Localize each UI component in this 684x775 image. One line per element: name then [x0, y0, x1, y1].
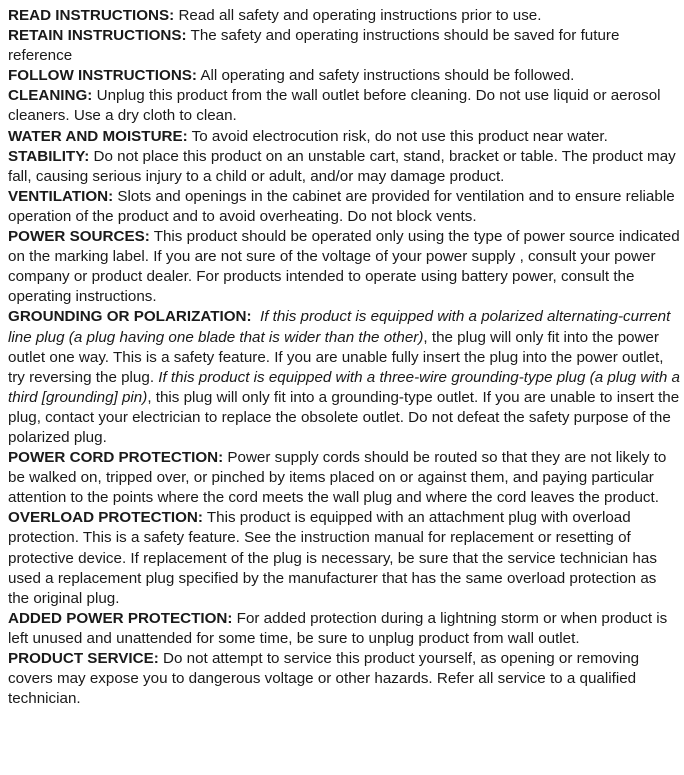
section-italic-text: If this product is equipped with a polarized alternating-current line plug (a plug having one blade that is wider than the other) [8, 308, 671, 346]
section-cleaning [8, 86, 680, 126]
section-heading: OVERLOAD PROTECTION: [8, 509, 203, 527]
section-text: Slots and openings in the cabinet are provided for ventilation and to ensure reliable operation of the product and to avoid overheating. Do not block vents. [8, 187, 675, 225]
section-text: , the plug will only fit into the power outlet one way. This is a safety feature. If you are unable fully insert the plug into the power outlet, try reversing the plug. [8, 328, 664, 386]
section-heading: RETAIN INSTRUCTIONS: [8, 27, 187, 45]
section-text: For added protection during a lightning storm or when product is left unused and unattended for some time, be sure to unplug product from wall outlet. [8, 609, 668, 647]
section-text: Do not attempt to service this product yourself, as opening or removing covers may expose you to dangerous voltage or other hazards. Refer all service to a qualified technician. [8, 650, 640, 708]
section-italic-text: If this product is equipped with a three-wire grounding-type plug (a plug with a third [grounding] pin) [8, 368, 681, 406]
section-heading: ADDED POWER PROTECTION: [8, 609, 233, 627]
section-added-power-protection [8, 609, 680, 649]
section-read-instructions [8, 6, 680, 26]
section-text: , this plug will only fit into a grounding-type outlet. If you are unable to insert the plug, contact your electrician to replace the obsolete outlet. Do not defeat the safety purpose of the polarized plug. [8, 388, 680, 446]
section-heading: PRODUCT SERVICE: [8, 650, 159, 667]
section-heading: POWER CORD PROTECTION: [8, 449, 224, 467]
section-water-and-moisture [8, 127, 680, 147]
section-stability [8, 147, 680, 187]
section-heading: WATER AND MOISTURE: [8, 127, 188, 145]
section-text: Read all safety and operating instructions prior to use. [174, 7, 542, 24]
section-heading: STABILITY: [8, 147, 90, 165]
section-text: This product should be operated only using the type of power source indicated on the marking label. If you are not sure of the voltage of your power supply , consult your power company or product dealer. For products intended to operate using battery power, consult the operating instructions. [8, 228, 680, 306]
section-follow-instructions [8, 66, 680, 86]
section-overload-protection [8, 508, 680, 608]
section-text: The safety and operating instructions should be saved for future reference [8, 27, 620, 65]
section-heading: POWER SOURCES: [8, 228, 150, 246]
section-text: To avoid electrocution risk, do not use this product near water. [187, 127, 608, 145]
section-text: All operating and safety instructions should be followed. [196, 67, 575, 85]
section-ventilation [8, 187, 680, 227]
section-text: Power supply cords should be routed so that they are not likely to be walked on, tripped over, or pinched by items placed on or against them, and paying particular attention to the points where the cord meets the wall plug and where the cord leaves the product. [8, 449, 667, 507]
section-heading: FOLLOW INSTRUCTIONS: [8, 67, 197, 85]
section-heading: GROUNDING OR POLARIZATION: [8, 308, 252, 326]
section-text: Do not place this product on an unstable cart, stand, bracket or table. The product may fall, causing serious injury to a child or adult, and/or may damage product. [8, 147, 676, 185]
section-retain-instructions [8, 26, 680, 66]
section-grounding-or-polarization [8, 307, 680, 448]
section-product-service [8, 649, 680, 709]
section-power-cord-protection [8, 448, 680, 508]
section-heading: CLEANING: [8, 87, 93, 105]
section-text: This product is equipped with an attachment plug with overload protection. This is a safety feature. See the instruction manual for replacement or resetting of protective device. If replacement of the plug is necessary, be sure that the service technician has used a replacement plug specified by the manufacturer that has the same overload protection as the original plug. [8, 509, 657, 607]
section-text: Unplug this product from the wall outlet before cleaning. Do not use liquid or aerosol cleaners. Use a dry cloth to clean. [8, 87, 661, 125]
section-heading: READ INSTRUCTIONS: [8, 7, 175, 24]
section-heading: VENTILATION: [8, 187, 114, 205]
section-power-sources [8, 227, 680, 307]
